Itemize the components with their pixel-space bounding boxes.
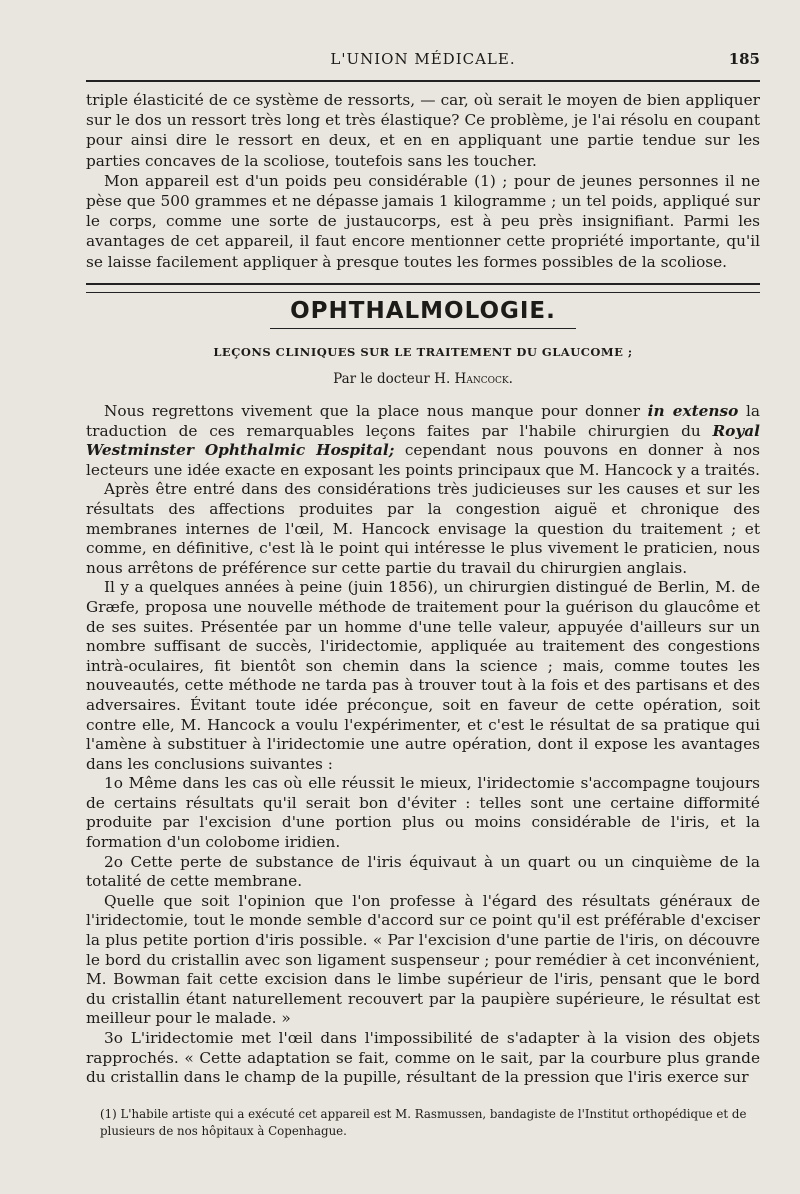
paragraph — [86, 402, 760, 480]
byline-prefix: Par le docteur H. — [333, 371, 451, 387]
paragraph: 2o Cette perte de substance de l'iris équivaut à un quart ou un cinquième de la totalité de cette membrane. — [86, 852, 760, 891]
section-heading — [86, 298, 760, 329]
paragraph: Il y a quelques années à peine (juin 1856), un chirurgien distingué de Berlin, M. de Græfe, proposa une nouvelle méthode de traitement pour la guérison du glaucôme et de ses suites. Présentée par un homme d'une telle valeur, appuyée d'ailleurs sur un nombre suffisant de succès, l'iridectomie, appliquée au traitement des congestions intrà-oculaires, fit bientôt son chemin dans la science ; mais, comme toutes les nouveautés, cette méthode ne tarda pas à trouver tout à la fois et des partisans et des adversaires. Évitant toute idée préconçue, soit en faveur de cette opération, soit contre elle, M. Hancock a voulu l'expérimenter, et c'est le résultat de sa pratique qui l'amène à substituer à l'iridectomie une autre opération, dont il expose les avantages dans les conclusions suivantes : — [86, 578, 760, 773]
byline — [86, 371, 760, 387]
lesson-title: LEÇONS CLINIQUES SUR LE TRAITEMENT DU GLAUCOME ; — [213, 345, 633, 359]
text-run: Nous regrettons vivement que la place nous manque pour donner — [104, 402, 648, 420]
text-run: la traduction de ces remarquables leçons faites par l'habile chirurgien du — [86, 402, 760, 440]
header-rule — [86, 80, 760, 82]
paragraph: 3o L'iridectomie met l'œil dans l'impossibilité de s'adapter à la vision des objets rapprochés. « Cette adaptation se fait, comme on le sait, par la courbure plus grande du cristallin dans le champ de la pupille, résultant de la pression que l'iris exerce sur — [86, 1029, 760, 1087]
continued-text — [86, 90, 760, 272]
byline-author: Hancock. — [454, 371, 513, 387]
paragraph: 1o Même dans les cas où elle réussit le mieux, l'iridectomie s'accompagne toujours de certains résultats qu'il serait bon d'éviter : telles sont une certaine difformité produite par l'excision d'une portion plus ou moins considérable de l'iris, et la formation d'un colobome iridien. — [86, 774, 760, 852]
running-head — [86, 48, 760, 72]
paragraph: triple élasticité de ce système de ressorts, — car, où serait le moyen de bien appliquer sur le dos un ressort très long et très élastique? Ce problème, je l'ai résolu en coupant pour ainsi dire le ressort en deux, et en en appliquant une partie tendue sur les parties concaves de la scoliose, toutefois sans les toucher. — [86, 91, 760, 170]
section-title: OPHTHALMOLOGIE. — [270, 298, 576, 329]
emphasis: Royal Westminster Ophthalmic Hospital; — [86, 421, 760, 460]
footnote: (1) L'habile artiste qui a exécuté cet appareil est M. Rasmussen, bandagiste de l'Institut orthopédique et de plusieurs de nos hôpitaux à Copenhague. — [100, 1107, 747, 1138]
text-run: cependant nous pouvons en donner à nos lecteurs une idée exacte en exposant les points principaux que M. Hancock y a traités. — [86, 441, 760, 479]
running-title: L'UNION MÉDICALE. — [330, 50, 516, 68]
paragraph: Après être entré dans des considérations très judicieuses sur les causes et sur les résultats des affections produites par la congestion aiguë et chronique des membranes internes de l'œil, M. Hancock envisage la question du traitement ; et comme, en définitive, c'est là le point qui intéresse le plus vivement le praticien, nous nous arrêtons de préférence sur cette partie du travail du chirurgien anglais. — [86, 480, 760, 577]
paragraph: Quelle que soit l'opinion que l'on professe à l'égard des résultats généraux de l'iridectomie, tout le monde semble d'accord sur ce point qu'il est préférable d'exciser la plus petite portion d'iris possible. « Par l'excision d'une partie de l'iris, on découvre le bord du cristallin avec son ligament suspenseur ; pour remédier à cet inconvénient, M. Bowman fait cette excision dans le limbe supérieur de l'iris, pensant que le bord du cristallin étant naturellement recouvert par la paupière supérieure, le résultat est meilleur pour le malade. » — [86, 891, 760, 1028]
emphasis: in extenso — [647, 402, 739, 420]
article-body — [86, 402, 760, 1088]
page-number: 185 — [728, 50, 760, 68]
section-divider — [86, 283, 760, 293]
paragraph: Mon appareil est d'un poids peu considérable (1) ; pour de jeunes personnes il ne pèse que 500 grammes et ne dépasse jamais 1 kilogramme ; un tel poids, appliqué sur le corps, comme une sorte de justaucorps, est à peu près insignifiant. Parmi les avantages de cet appareil, il faut encore mentionner cette propriété importante, qu'il se laisse facilement appliquer à presque toutes les formes possibles de la scoliose. — [86, 171, 760, 271]
